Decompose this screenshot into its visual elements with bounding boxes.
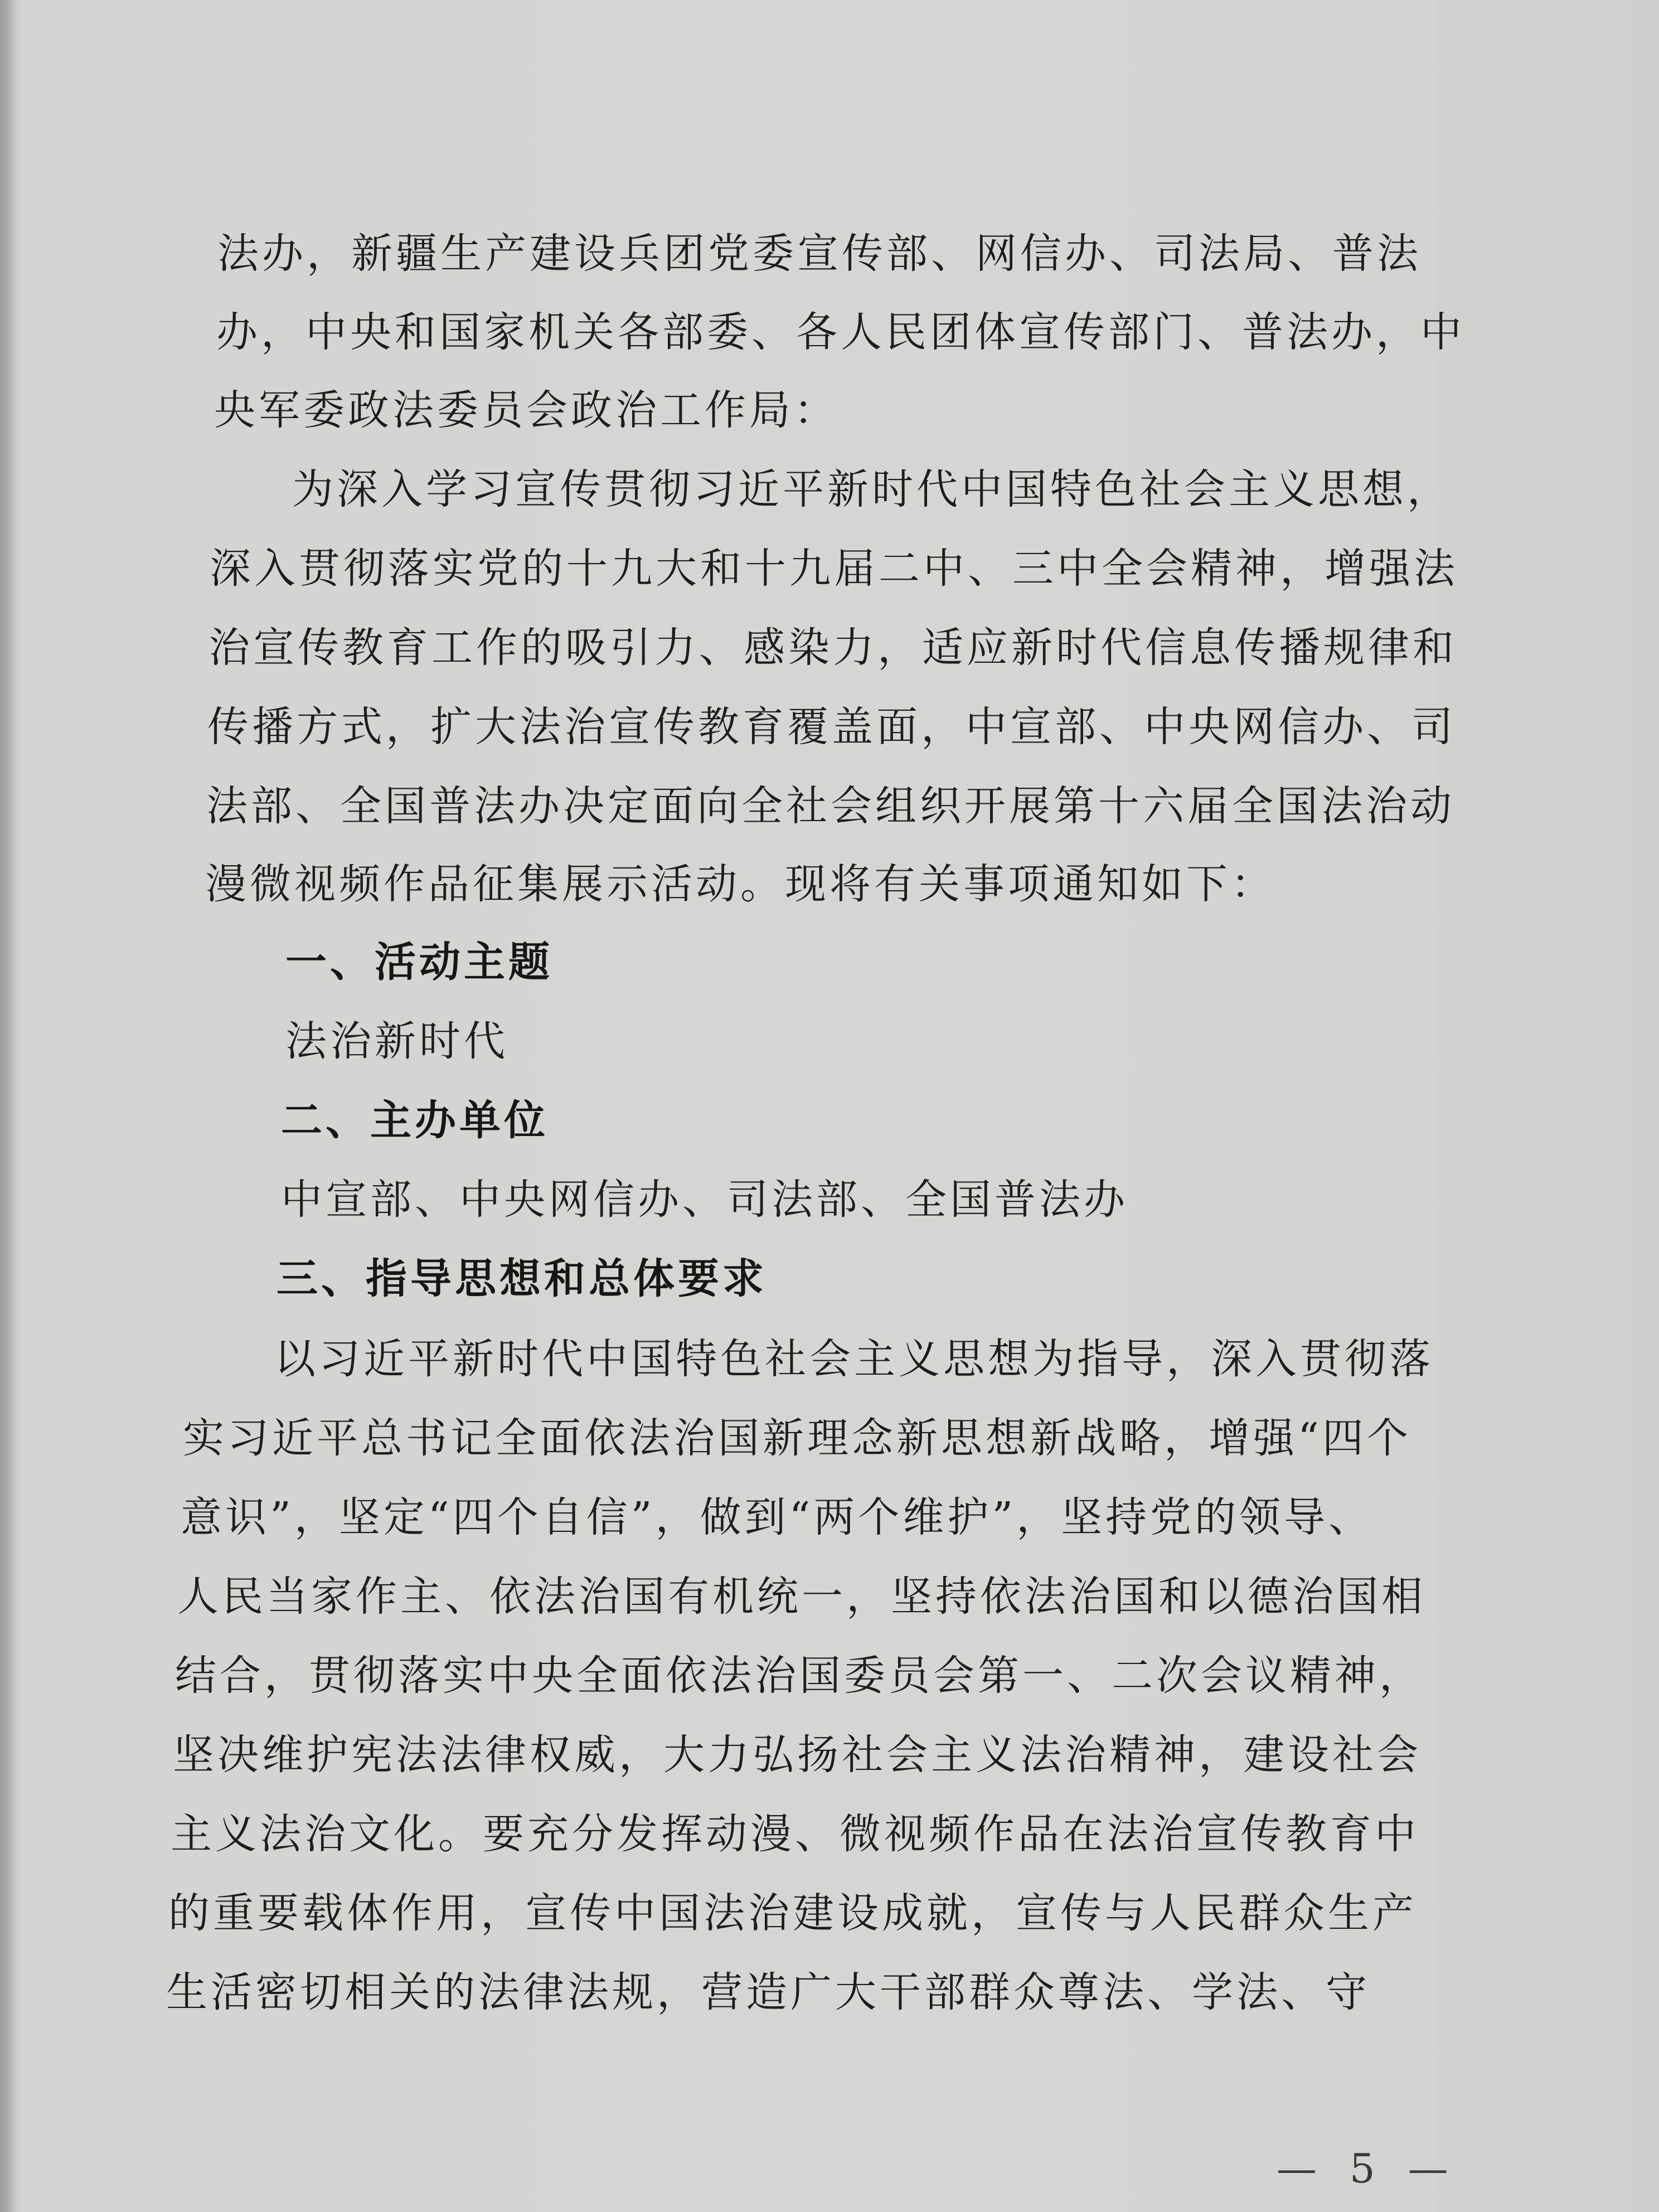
body-text-line: 法治新时代	[285, 1017, 508, 1065]
body-text-line: 法办，新疆生产建设兵团党委宣传部、网信办、司法局、普法	[217, 230, 1422, 278]
body-text-line: 人民当家作主、依法治国有机统一，坚持依法治国和以德治国相	[177, 1573, 1426, 1621]
body-text-line: 为深入学习宣传贯彻习近平新时代中国特色社会主义思想，	[292, 465, 1452, 513]
body-text-line: 中宣部、中央网信办、司法部、全国普法办	[281, 1176, 1128, 1224]
body-text-line: 治宣传教育工作的吸引力、感染力，适应新时代信息传播规律和	[208, 624, 1457, 672]
body-text-line: 漫微视频作品征集展示活动。现将有关事项通知如下：	[205, 860, 1275, 908]
section-heading-3: 三、指导思想和总体要求	[276, 1255, 767, 1303]
body-text-line: 以习近平新时代中国特色社会主义思想为指导，深入贯彻落	[274, 1335, 1434, 1383]
section-heading-1: 一、活动主题	[285, 938, 553, 986]
body-text-line: 结合，贯彻落实中央全面依法治国委员会第一、二次会议精神，	[175, 1652, 1424, 1700]
body-text-line: 办，中央和国家机关各部委、各人民团体宣传部门、普法办，中	[216, 308, 1465, 356]
body-text-line: 坚决维护宪法法律权威，大力弘扬社会主义法治精神，建设社会	[173, 1731, 1422, 1779]
body-text-line: 意识”，坚定“四个自信”，做到“两个维护”，坚持党的领导、	[181, 1493, 1374, 1541]
body-text-line: 生活密切相关的法律法规，营造广大干部群众尊法、学法、守	[166, 1968, 1370, 2016]
body-text-line: 传播方式，扩大法治宣传教育覆盖面，中宣部、中央网信办、司	[207, 703, 1456, 751]
body-text-line: 央军委政法委员会政治工作局：	[214, 386, 838, 434]
page-number: — 5 —	[1277, 2145, 1458, 2192]
body-text-line: 主义法治文化。要充分发挥动漫、微视频作品在法治宣传教育中	[171, 1810, 1419, 1858]
section-heading-2: 二、主办单位	[281, 1097, 549, 1144]
body-text-line: 实习近平总书记全面依法治国新理念新思想新战略，增强“四个	[183, 1414, 1411, 1462]
body-text-line: 深入贯彻落实党的十九大和十九届二中、三中全会精神，增强法	[210, 545, 1458, 593]
body-text-line: 法部、全国普法办决定面向全社会组织开展第十六届全国法治动	[206, 782, 1455, 830]
page-edge-shadow	[0, 0, 17, 2212]
body-text-line: 的重要载体作用，宣传中国法治建设成就，宣传与人民群众生产	[168, 1889, 1417, 1937]
